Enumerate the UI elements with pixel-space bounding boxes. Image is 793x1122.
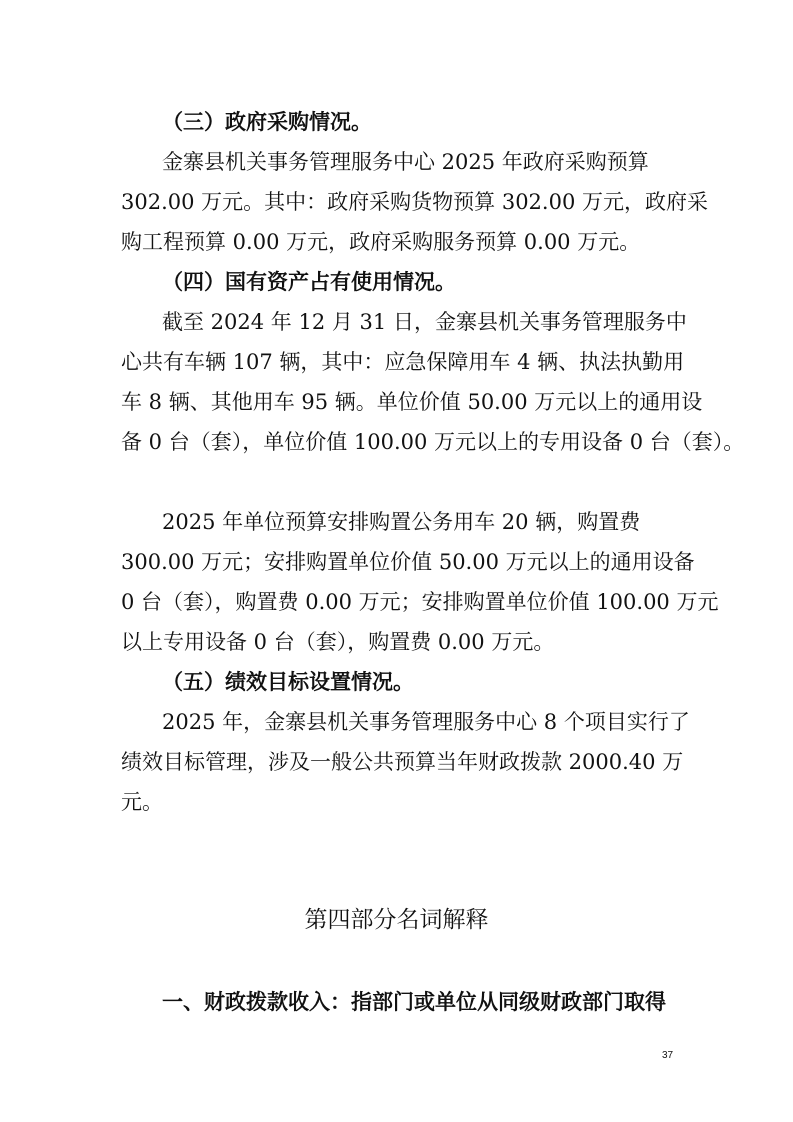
section-heading-procurement: （三）政府采购情况。 bbox=[162, 109, 372, 134]
paragraph-line: 以上专用设备 0 台（套），购置费 0.00 万元。 bbox=[121, 630, 555, 654]
paragraph-line: 300.00 万元；安排购置单位价值 50.00 万元以上的通用设备 bbox=[121, 550, 695, 574]
paragraph-line: 截至 2024 年 12 月 31 日，金寨县机关事务管理服务中 bbox=[162, 310, 687, 334]
paragraph-line: 备 0 台（套），单位价值 100.00 万元以上的专用设备 0 台（套）。 bbox=[121, 430, 745, 454]
paragraph-line: 金寨县机关事务管理服务中心 2025 年政府采购预算 bbox=[162, 150, 649, 174]
paragraph-line: 2025 年，金寨县机关事务管理服务中心 8 个项目实行了 bbox=[162, 710, 690, 734]
glossary-entry-line: 一、财政拨款收入：指部门或单位从同级财政部门取得 bbox=[162, 989, 666, 1014]
paragraph-line: 2025 年单位预算安排购置公务用车 20 辆，购置费 bbox=[162, 510, 641, 534]
paragraph-line: 绩效目标管理，涉及一般公共预算当年财政拨款 2000.40 万 bbox=[121, 750, 684, 774]
paragraph-line: 元。 bbox=[121, 790, 163, 814]
part-title: 第四部分名词解释 bbox=[304, 907, 489, 933]
paragraph-line: 心共有车辆 107 辆，其中：应急保障用车 4 辆、执法执勤用 bbox=[121, 350, 685, 374]
paragraph-line: 302.00 万元。其中：政府采购货物预算 302.00 万元，政府采 bbox=[121, 190, 708, 214]
section-heading-assets: （四）国有资产占有使用情况。 bbox=[162, 269, 456, 294]
paragraph-line: 购工程预算 0.00 万元，政府采购服务预算 0.00 万元。 bbox=[121, 230, 641, 254]
page-number: 37 bbox=[662, 1050, 674, 1061]
paragraph-line: 0 台（套），购置费 0.00 万元；安排购置单位价值 100.00 万元 bbox=[121, 590, 719, 614]
paragraph-line: 车 8 辆、其他用车 95 辆。单位价值 50.00 万元以上的通用设 bbox=[121, 390, 703, 414]
section-heading-performance: （五）绩效目标设置情况。 bbox=[162, 669, 414, 694]
